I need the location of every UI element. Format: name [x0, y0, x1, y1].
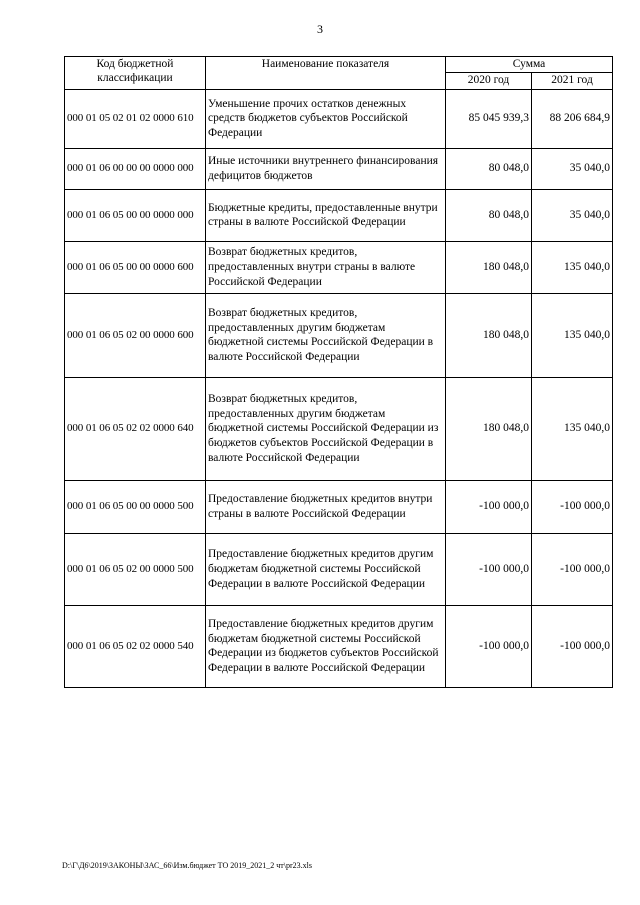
indicator-name: Предоставление бюджетных кредитов другим бюджетам бюджетной системы Российской Федерации из бюджетов субъектов Российской Федерации в валюте Российской Федерации	[206, 605, 446, 687]
header-name: Наименование показателя	[206, 57, 446, 90]
indicator-name: Предоставление бюджетных кредитов другим бюджетам бюджетной системы Российской Федерации в валюте Российской Федерации	[206, 533, 446, 605]
amount-2021: 135 040,0	[532, 377, 613, 480]
amount-2020: -100 000,0	[446, 605, 532, 687]
amount-2020: 80 048,0	[446, 148, 532, 189]
budget-code: 000 01 06 05 02 02 0000 540	[65, 605, 206, 687]
amount-2020: 85 045 939,3	[446, 89, 532, 148]
indicator-name: Иные источники внутреннего финансирования дефицитов бюджетов	[206, 148, 446, 189]
table-row	[65, 148, 613, 189]
indicator-name: Предоставление бюджетных кредитов внутри страны в валюте Российской Федерации	[206, 480, 446, 533]
amount-2020: -100 000,0	[446, 480, 532, 533]
page-number: 3	[317, 22, 323, 36]
budget-code: 000 01 05 02 01 02 0000 610	[65, 89, 206, 148]
table-row	[65, 189, 613, 241]
budget-code: 000 01 06 05 00 00 0000 600	[65, 241, 206, 293]
amount-2021: 135 040,0	[532, 293, 613, 377]
header-year-2021: 2021 год	[532, 72, 613, 89]
amount-2020: -100 000,0	[446, 533, 532, 605]
amount-2020: 80 048,0	[446, 189, 532, 241]
header-code: Код бюджетной классификации	[65, 57, 206, 90]
amount-2021: 35 040,0	[532, 189, 613, 241]
budget-table	[64, 56, 613, 688]
amount-2021: 35 040,0	[532, 148, 613, 189]
budget-code: 000 01 06 05 00 00 0000 000	[65, 189, 206, 241]
budget-code: 000 01 06 05 02 00 0000 500	[65, 533, 206, 605]
table-row	[65, 480, 613, 533]
amount-2021: 88 206 684,9	[532, 89, 613, 148]
table-row	[65, 293, 613, 377]
amount-2020: 180 048,0	[446, 241, 532, 293]
indicator-name: Возврат бюджетных кредитов, предоставленных другим бюджетам бюджетной системы Российской Федерации в валюте Российской Федерации	[206, 293, 446, 377]
amount-2021: -100 000,0	[532, 480, 613, 533]
table-row	[65, 533, 613, 605]
amount-2021: -100 000,0	[532, 605, 613, 687]
amount-2020: 180 048,0	[446, 293, 532, 377]
file-path-footer: D:\Г\Д6\2019\ЗАКОНЫ\ЗАС_66\Изм.бюджет ТО 2019_2021_2 чт\pr23.xls	[62, 861, 312, 870]
budget-code: 000 01 06 05 00 00 0000 500	[65, 480, 206, 533]
indicator-name: Возврат бюджетных кредитов, предоставленных внутри страны в валюте Российской Федерации	[206, 241, 446, 293]
amount-2021: 135 040,0	[532, 241, 613, 293]
table-row	[65, 605, 613, 687]
table-row	[65, 89, 613, 148]
table-row	[65, 377, 613, 480]
header-year-2020: 2020 год	[446, 72, 532, 89]
indicator-name: Бюджетные кредиты, предоставленные внутри страны в валюте Российской Федерации	[206, 189, 446, 241]
amount-2020: 180 048,0	[446, 377, 532, 480]
table-row	[65, 241, 613, 293]
budget-code: 000 01 06 00 00 00 0000 000	[65, 148, 206, 189]
indicator-name: Возврат бюджетных кредитов, предоставленных другим бюджетам бюджетной системы Российской Федерации из бюджетов субъектов Российской Федерации в валюте Российской Федерации	[206, 377, 446, 480]
budget-code: 000 01 06 05 02 00 0000 600	[65, 293, 206, 377]
header-sum: Сумма	[446, 57, 613, 73]
indicator-name: Уменьшение прочих остатков денежных средств бюджетов субъектов Российской Федерации	[206, 89, 446, 148]
amount-2021: -100 000,0	[532, 533, 613, 605]
budget-code: 000 01 06 05 02 02 0000 640	[65, 377, 206, 480]
